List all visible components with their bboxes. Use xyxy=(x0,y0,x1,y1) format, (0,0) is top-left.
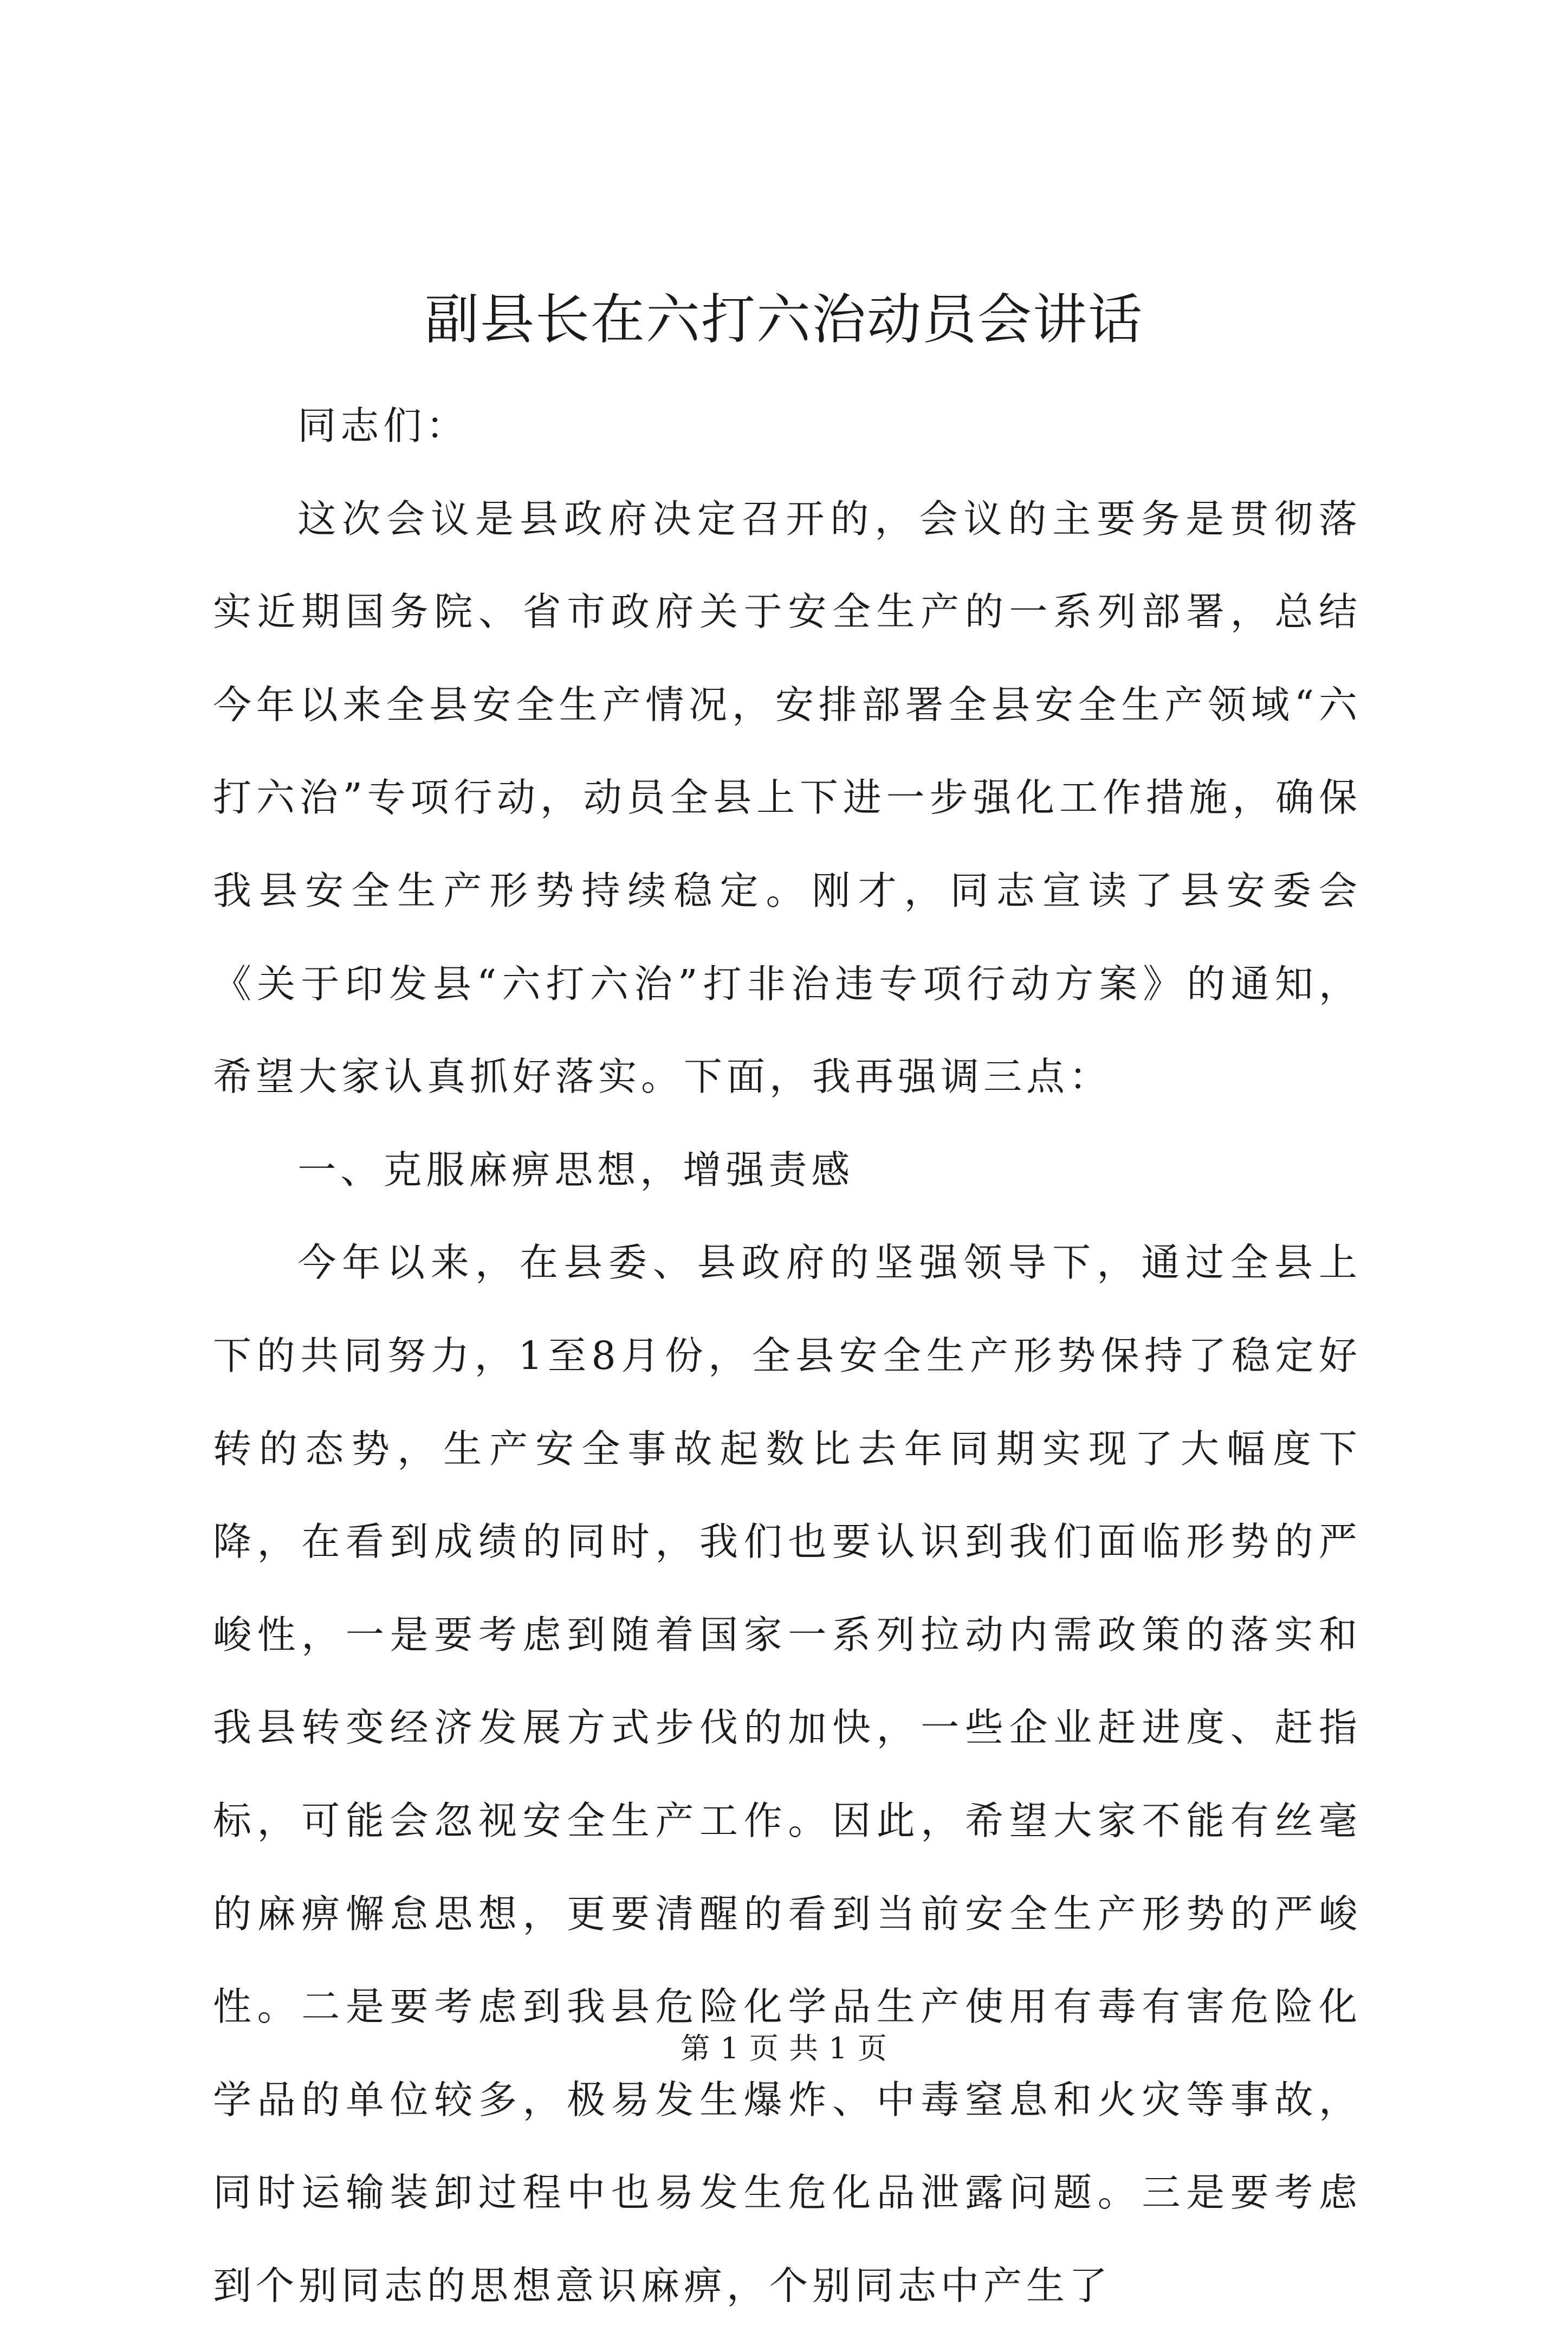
page-footer: 第 1 页 共 1 页 xyxy=(681,2031,887,2065)
intro-paragraph: 这次会议是县政府决定召开的，会议的主要务是贯彻落实近期国务院、省市政府关于安全生产的一系列部署，总结今年以来全县安全生产情况，安排部署全县安全生产领域“六打六治”专项行动，动员全县上下进一步强化工作措施，确保我县安全生产形势持续稳定。刚才，同志宣读了县安委会《关于印发县“六打六治”打非治违专项行动方案》的通知，希望大家认真抓好落实。下面，我再强调三点： xyxy=(213,496,1362,1100)
section-heading: 一、克服麻痹思想，增强责感 xyxy=(297,1147,854,1192)
body-paragraph: 今年以来，在县委、县政府的坚强领导下，通过全县上下的共同努力，1至8月份，全县安全生产形势保持了稳定好转的态势，生产安全事故起数比去年同期实现了大幅度下降，在看到成绩的同时，我们也要认识到我们面临形势的严峻性，一是要考虑到随着国家一系列拉动内需政策的落实和我县转变经济发展方式步伐的加快，一些企业赶进度、赶指标，可能会忽视安全生产工作。因此，希望大家不能有丝毫的麻痹懈怠思想，更要清醒的看到当前安全生产形势的严峻性。二是要考虑到我县危险化学品生产使用有毒有害危险化学品的单位较多，极易发生爆炸、中毒窒息和火灾等事故，同时运输装卸过程中也易发生危化品泄露问题。三是要考虑到个别同志的思想意识麻痹，个别同志中产生了 xyxy=(213,1240,1362,2308)
salutation-paragraph: 同志们： xyxy=(297,403,469,448)
document-title: 副县长在六打六治动员会讲话 xyxy=(425,288,1143,351)
